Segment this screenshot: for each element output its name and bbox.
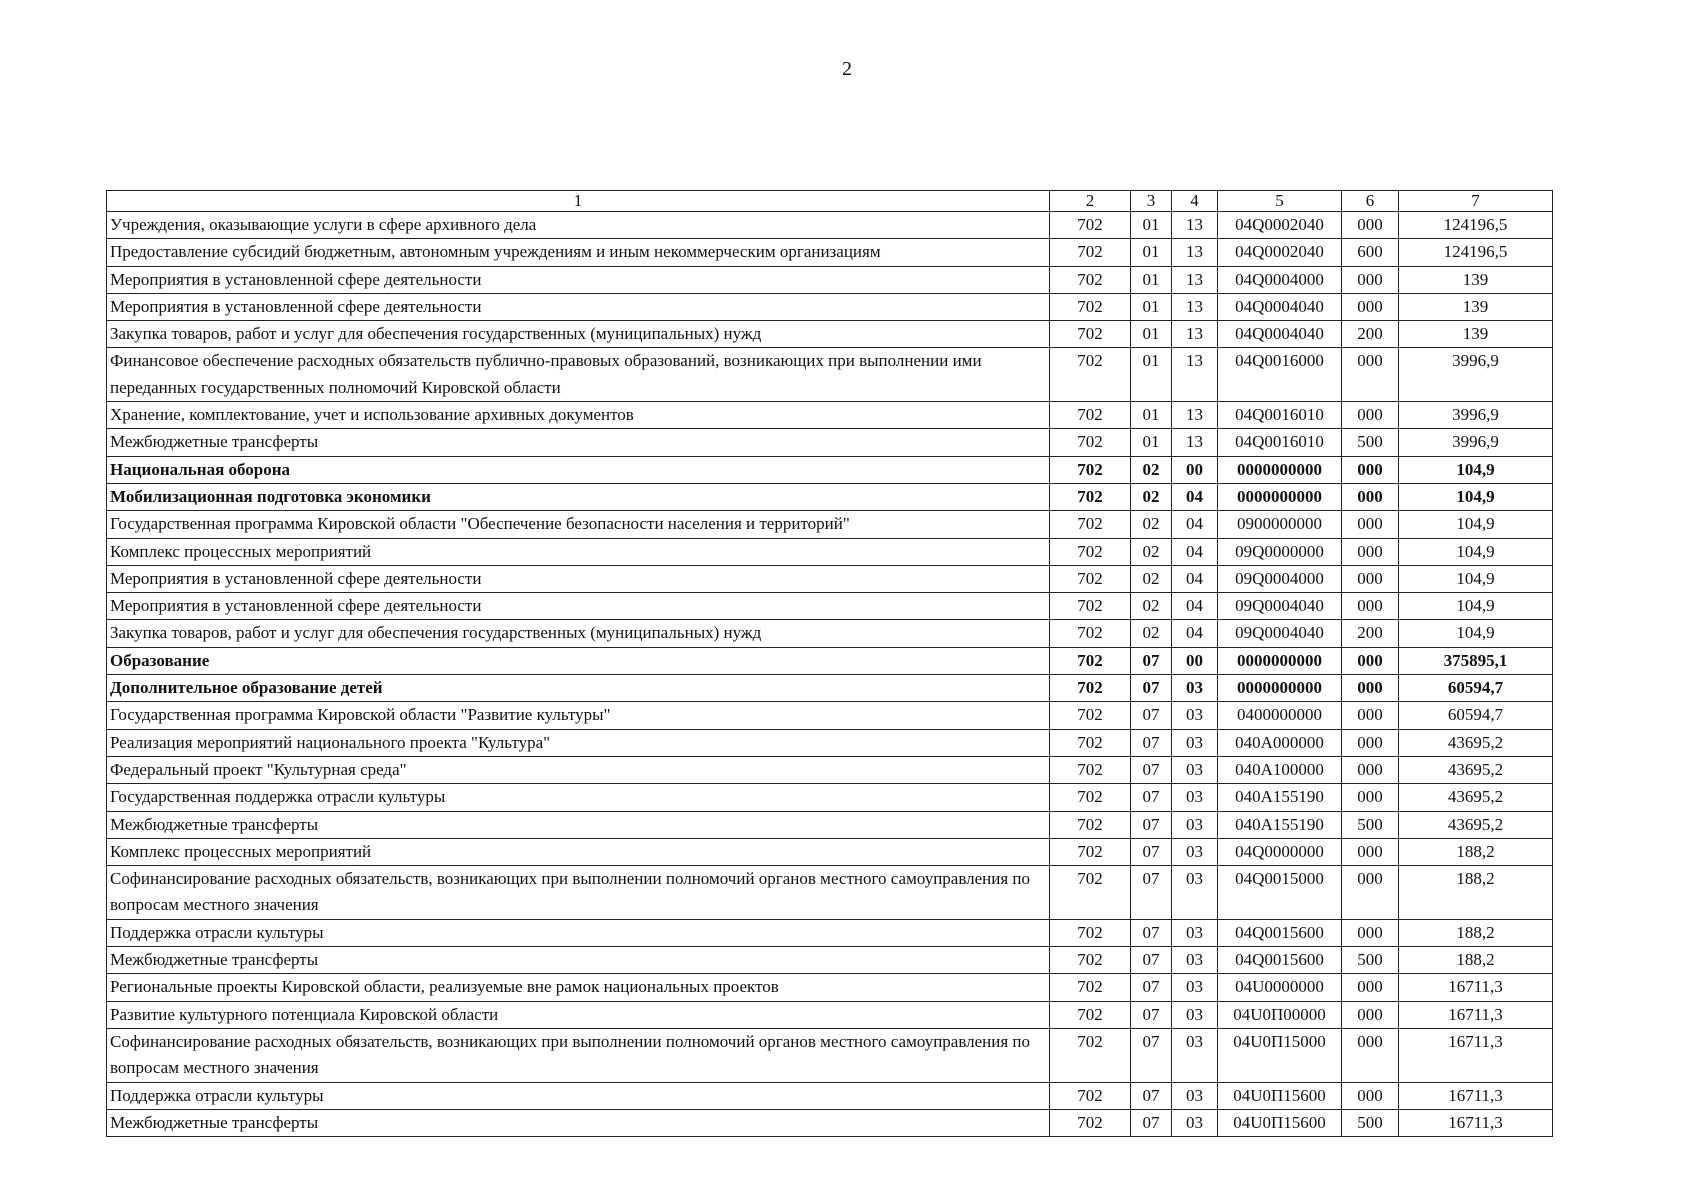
row-amount-cell: 16711,3 <box>1399 974 1553 1001</box>
row-target-article-cell: 0000000000 <box>1218 675 1342 702</box>
table-row <box>107 784 1553 811</box>
row-code-cell: 702 <box>1050 321 1131 348</box>
row-code-cell: 702 <box>1050 702 1131 729</box>
row-code-cell: 702 <box>1050 784 1131 811</box>
table-row <box>107 266 1553 293</box>
row-subsection-cell: 04 <box>1172 620 1218 647</box>
row-expense-type-cell: 000 <box>1342 538 1399 565</box>
row-name-cell: Мероприятия в установленной сфере деятельности <box>107 565 1050 592</box>
table-row <box>107 919 1553 946</box>
row-subsection-cell: 03 <box>1172 947 1218 974</box>
row-amount-cell: 3996,9 <box>1399 348 1553 402</box>
row-subsection-cell: 03 <box>1172 1082 1218 1109</box>
row-name-cell: Финансовое обеспечение расходных обязательств публично-правовых образований, возникающих при выполнении ими переданных государственных полномочий Кировской области <box>107 348 1050 402</box>
column-header: 4 <box>1172 191 1218 212</box>
row-expense-type-cell: 000 <box>1342 1001 1399 1028</box>
row-code-cell: 702 <box>1050 866 1131 920</box>
row-target-article-cell: 04Q0016000 <box>1218 348 1342 402</box>
row-code-cell: 702 <box>1050 456 1131 483</box>
row-subsection-cell: 03 <box>1172 1028 1218 1082</box>
column-header: 5 <box>1218 191 1342 212</box>
row-code-cell: 702 <box>1050 1001 1131 1028</box>
row-section-cell: 07 <box>1131 729 1172 756</box>
row-expense-type-cell: 000 <box>1342 1082 1399 1109</box>
row-code-cell: 702 <box>1050 593 1131 620</box>
row-expense-type-cell: 000 <box>1342 402 1399 429</box>
table-row <box>107 647 1553 674</box>
row-name-cell: Комплекс процессных мероприятий <box>107 538 1050 565</box>
row-expense-type-cell: 000 <box>1342 483 1399 510</box>
row-section-cell: 07 <box>1131 974 1172 1001</box>
row-section-cell: 07 <box>1131 1001 1172 1028</box>
row-subsection-cell: 03 <box>1172 811 1218 838</box>
table-body <box>107 212 1553 1137</box>
row-name-cell: Межбюджетные трансферты <box>107 947 1050 974</box>
row-expense-type-cell: 200 <box>1342 321 1399 348</box>
table-row <box>107 593 1553 620</box>
row-amount-cell: 60594,7 <box>1399 702 1553 729</box>
row-section-cell: 02 <box>1131 456 1172 483</box>
row-target-article-cell: 09Q0004040 <box>1218 593 1342 620</box>
table-row <box>107 293 1553 320</box>
row-code-cell: 702 <box>1050 838 1131 865</box>
row-name-cell: Развитие культурного потенциала Кировской области <box>107 1001 1050 1028</box>
row-target-article-cell: 04U0П15600 <box>1218 1109 1342 1136</box>
row-code-cell: 702 <box>1050 947 1131 974</box>
row-expense-type-cell: 500 <box>1342 811 1399 838</box>
row-subsection-cell: 00 <box>1172 647 1218 674</box>
row-expense-type-cell: 000 <box>1342 348 1399 402</box>
row-amount-cell: 16711,3 <box>1399 1028 1553 1082</box>
column-header: 7 <box>1399 191 1553 212</box>
row-target-article-cell: 040A000000 <box>1218 729 1342 756</box>
row-name-cell: Региональные проекты Кировской области, реализуемые вне рамок национальных проектов <box>107 974 1050 1001</box>
row-expense-type-cell: 000 <box>1342 266 1399 293</box>
row-expense-type-cell: 000 <box>1342 212 1399 239</box>
row-section-cell: 07 <box>1131 947 1172 974</box>
row-name-cell: Государственная программа Кировской области "Обеспечение безопасности населения и территорий" <box>107 511 1050 538</box>
row-target-article-cell: 040A100000 <box>1218 756 1342 783</box>
row-target-article-cell: 09Q0004040 <box>1218 620 1342 647</box>
row-subsection-cell: 13 <box>1172 266 1218 293</box>
row-expense-type-cell: 600 <box>1342 239 1399 266</box>
row-code-cell: 702 <box>1050 483 1131 510</box>
row-amount-cell: 43695,2 <box>1399 756 1553 783</box>
row-target-article-cell: 04U0000000 <box>1218 974 1342 1001</box>
row-name-cell: Дополнительное образование детей <box>107 675 1050 702</box>
row-target-article-cell: 04U0П00000 <box>1218 1001 1342 1028</box>
row-section-cell: 01 <box>1131 402 1172 429</box>
row-amount-cell: 104,9 <box>1399 593 1553 620</box>
row-expense-type-cell: 000 <box>1342 593 1399 620</box>
row-section-cell: 07 <box>1131 756 1172 783</box>
row-name-cell: Образование <box>107 647 1050 674</box>
row-section-cell: 01 <box>1131 321 1172 348</box>
row-amount-cell: 104,9 <box>1399 620 1553 647</box>
row-expense-type-cell: 000 <box>1342 756 1399 783</box>
row-section-cell: 02 <box>1131 511 1172 538</box>
row-section-cell: 01 <box>1131 212 1172 239</box>
row-target-article-cell: 04Q0004040 <box>1218 321 1342 348</box>
row-amount-cell: 139 <box>1399 266 1553 293</box>
row-expense-type-cell: 000 <box>1342 784 1399 811</box>
row-code-cell: 702 <box>1050 511 1131 538</box>
row-name-cell: Межбюджетные трансферты <box>107 429 1050 456</box>
row-name-cell: Федеральный проект "Культурная среда" <box>107 756 1050 783</box>
row-expense-type-cell: 000 <box>1342 866 1399 920</box>
row-target-article-cell: 0000000000 <box>1218 647 1342 674</box>
row-expense-type-cell: 500 <box>1342 429 1399 456</box>
table-row <box>107 1028 1553 1082</box>
row-amount-cell: 375895,1 <box>1399 647 1553 674</box>
row-amount-cell: 124196,5 <box>1399 239 1553 266</box>
row-subsection-cell: 13 <box>1172 212 1218 239</box>
row-subsection-cell: 13 <box>1172 293 1218 320</box>
row-target-article-cell: 04Q0015600 <box>1218 919 1342 946</box>
row-section-cell: 07 <box>1131 1028 1172 1082</box>
table-row <box>107 456 1553 483</box>
row-amount-cell: 188,2 <box>1399 866 1553 920</box>
row-expense-type-cell: 000 <box>1342 675 1399 702</box>
row-subsection-cell: 00 <box>1172 456 1218 483</box>
row-amount-cell: 60594,7 <box>1399 675 1553 702</box>
row-subsection-cell: 04 <box>1172 483 1218 510</box>
row-target-article-cell: 09Q0000000 <box>1218 538 1342 565</box>
column-header: 2 <box>1050 191 1131 212</box>
row-subsection-cell: 03 <box>1172 729 1218 756</box>
row-subsection-cell: 04 <box>1172 511 1218 538</box>
table-row <box>107 974 1553 1001</box>
column-header: 6 <box>1342 191 1399 212</box>
row-amount-cell: 43695,2 <box>1399 811 1553 838</box>
row-code-cell: 702 <box>1050 1028 1131 1082</box>
row-code-cell: 702 <box>1050 647 1131 674</box>
row-code-cell: 702 <box>1050 919 1131 946</box>
table-row <box>107 402 1553 429</box>
row-subsection-cell: 13 <box>1172 348 1218 402</box>
row-section-cell: 01 <box>1131 239 1172 266</box>
row-section-cell: 01 <box>1131 348 1172 402</box>
row-section-cell: 01 <box>1131 429 1172 456</box>
row-name-cell: Софинансирование расходных обязательств, возникающих при выполнении полномочий органов местного самоуправления по вопросам местного значения <box>107 1028 1050 1082</box>
row-code-cell: 702 <box>1050 756 1131 783</box>
row-section-cell: 02 <box>1131 620 1172 647</box>
row-code-cell: 702 <box>1050 402 1131 429</box>
row-target-article-cell: 04Q0002040 <box>1218 212 1342 239</box>
row-name-cell: Поддержка отрасли культуры <box>107 919 1050 946</box>
table-row <box>107 511 1553 538</box>
table-row <box>107 620 1553 647</box>
row-expense-type-cell: 000 <box>1342 919 1399 946</box>
row-target-article-cell: 04U0П15000 <box>1218 1028 1342 1082</box>
row-subsection-cell: 03 <box>1172 866 1218 920</box>
row-subsection-cell: 03 <box>1172 756 1218 783</box>
row-code-cell: 702 <box>1050 1082 1131 1109</box>
row-section-cell: 07 <box>1131 1082 1172 1109</box>
row-subsection-cell: 03 <box>1172 784 1218 811</box>
row-code-cell: 702 <box>1050 538 1131 565</box>
row-amount-cell: 43695,2 <box>1399 729 1553 756</box>
table-row <box>107 348 1553 402</box>
row-target-article-cell: 040A155190 <box>1218 784 1342 811</box>
row-name-cell: Поддержка отрасли культуры <box>107 1082 1050 1109</box>
row-amount-cell: 104,9 <box>1399 511 1553 538</box>
table-row <box>107 702 1553 729</box>
row-amount-cell: 16711,3 <box>1399 1109 1553 1136</box>
row-section-cell: 07 <box>1131 647 1172 674</box>
table-row <box>107 729 1553 756</box>
row-subsection-cell: 04 <box>1172 565 1218 592</box>
row-code-cell: 702 <box>1050 675 1131 702</box>
row-code-cell: 702 <box>1050 293 1131 320</box>
row-target-article-cell: 0900000000 <box>1218 511 1342 538</box>
row-section-cell: 07 <box>1131 919 1172 946</box>
row-name-cell: Реализация мероприятий национального проекта "Культура" <box>107 729 1050 756</box>
row-code-cell: 702 <box>1050 811 1131 838</box>
row-target-article-cell: 0400000000 <box>1218 702 1342 729</box>
row-target-article-cell: 09Q0004000 <box>1218 565 1342 592</box>
row-section-cell: 01 <box>1131 293 1172 320</box>
row-code-cell: 702 <box>1050 729 1131 756</box>
row-target-article-cell: 04Q0000000 <box>1218 838 1342 865</box>
row-expense-type-cell: 000 <box>1342 974 1399 1001</box>
row-code-cell: 702 <box>1050 429 1131 456</box>
row-expense-type-cell: 000 <box>1342 838 1399 865</box>
row-name-cell: Комплекс процессных мероприятий <box>107 838 1050 865</box>
table-row <box>107 1109 1553 1136</box>
row-code-cell: 702 <box>1050 1109 1131 1136</box>
row-amount-cell: 3996,9 <box>1399 429 1553 456</box>
row-name-cell: Межбюджетные трансферты <box>107 811 1050 838</box>
page-number: 2 <box>842 58 852 80</box>
table-header-row <box>107 191 1553 212</box>
table-row <box>107 838 1553 865</box>
row-amount-cell: 139 <box>1399 293 1553 320</box>
row-section-cell: 02 <box>1131 483 1172 510</box>
row-subsection-cell: 13 <box>1172 402 1218 429</box>
row-name-cell: Межбюджетные трансферты <box>107 1109 1050 1136</box>
row-expense-type-cell: 000 <box>1342 647 1399 674</box>
row-section-cell: 07 <box>1131 1109 1172 1136</box>
column-header: 3 <box>1131 191 1172 212</box>
row-amount-cell: 124196,5 <box>1399 212 1553 239</box>
row-code-cell: 702 <box>1050 266 1131 293</box>
row-amount-cell: 104,9 <box>1399 483 1553 510</box>
row-name-cell: Закупка товаров, работ и услуг для обеспечения государственных (муниципальных) нужд <box>107 620 1050 647</box>
row-code-cell: 702 <box>1050 565 1131 592</box>
row-section-cell: 02 <box>1131 565 1172 592</box>
row-subsection-cell: 13 <box>1172 321 1218 348</box>
column-header: 1 <box>107 191 1050 212</box>
row-target-article-cell: 04Q0016010 <box>1218 429 1342 456</box>
row-name-cell: Мероприятия в установленной сфере деятельности <box>107 266 1050 293</box>
row-subsection-cell: 03 <box>1172 1001 1218 1028</box>
row-section-cell: 02 <box>1131 593 1172 620</box>
table-row <box>107 675 1553 702</box>
table-row <box>107 429 1553 456</box>
row-code-cell: 702 <box>1050 974 1131 1001</box>
table-row <box>107 538 1553 565</box>
row-code-cell: 702 <box>1050 239 1131 266</box>
row-subsection-cell: 13 <box>1172 429 1218 456</box>
row-code-cell: 702 <box>1050 620 1131 647</box>
row-section-cell: 07 <box>1131 702 1172 729</box>
row-name-cell: Предоставление субсидий бюджетным, автономным учреждениям и иным некоммерческим организациям <box>107 239 1050 266</box>
table-row <box>107 756 1553 783</box>
row-code-cell: 702 <box>1050 212 1131 239</box>
row-subsection-cell: 13 <box>1172 239 1218 266</box>
table-row <box>107 947 1553 974</box>
row-target-article-cell: 0000000000 <box>1218 483 1342 510</box>
row-expense-type-cell: 000 <box>1342 565 1399 592</box>
row-subsection-cell: 03 <box>1172 838 1218 865</box>
row-name-cell: Государственная поддержка отрасли культуры <box>107 784 1050 811</box>
row-target-article-cell: 04Q0004040 <box>1218 293 1342 320</box>
row-name-cell: Мобилизационная подготовка экономики <box>107 483 1050 510</box>
row-name-cell: Мероприятия в установленной сфере деятельности <box>107 593 1050 620</box>
table-row <box>107 239 1553 266</box>
row-amount-cell: 16711,3 <box>1399 1001 1553 1028</box>
row-target-article-cell: 0000000000 <box>1218 456 1342 483</box>
budget-table <box>106 190 1553 1137</box>
table-row <box>107 1082 1553 1109</box>
row-name-cell: Учреждения, оказывающие услуги в сфере архивного дела <box>107 212 1050 239</box>
row-expense-type-cell: 000 <box>1342 1028 1399 1082</box>
row-amount-cell: 43695,2 <box>1399 784 1553 811</box>
row-subsection-cell: 04 <box>1172 593 1218 620</box>
row-code-cell: 702 <box>1050 348 1131 402</box>
row-name-cell: Хранение, комплектование, учет и использование архивных документов <box>107 402 1050 429</box>
row-expense-type-cell: 000 <box>1342 293 1399 320</box>
row-target-article-cell: 040A155190 <box>1218 811 1342 838</box>
row-subsection-cell: 04 <box>1172 538 1218 565</box>
row-subsection-cell: 03 <box>1172 919 1218 946</box>
table-row <box>107 565 1553 592</box>
row-amount-cell: 139 <box>1399 321 1553 348</box>
row-section-cell: 02 <box>1131 538 1172 565</box>
table-row <box>107 212 1553 239</box>
row-section-cell: 07 <box>1131 838 1172 865</box>
row-expense-type-cell: 000 <box>1342 456 1399 483</box>
row-name-cell: Государственная программа Кировской области "Развитие культуры" <box>107 702 1050 729</box>
table-row <box>107 811 1553 838</box>
table-row <box>107 483 1553 510</box>
row-amount-cell: 188,2 <box>1399 947 1553 974</box>
row-name-cell: Софинансирование расходных обязательств, возникающих при выполнении полномочий органов местного самоуправления по вопросам местного значения <box>107 866 1050 920</box>
row-name-cell: Мероприятия в установленной сфере деятельности <box>107 293 1050 320</box>
row-amount-cell: 3996,9 <box>1399 402 1553 429</box>
row-amount-cell: 104,9 <box>1399 538 1553 565</box>
row-section-cell: 07 <box>1131 866 1172 920</box>
row-expense-type-cell: 200 <box>1342 620 1399 647</box>
row-expense-type-cell: 500 <box>1342 1109 1399 1136</box>
row-section-cell: 07 <box>1131 675 1172 702</box>
row-expense-type-cell: 000 <box>1342 702 1399 729</box>
row-section-cell: 01 <box>1131 266 1172 293</box>
table-row <box>107 1001 1553 1028</box>
row-section-cell: 07 <box>1131 811 1172 838</box>
row-section-cell: 07 <box>1131 784 1172 811</box>
row-target-article-cell: 04Q0004000 <box>1218 266 1342 293</box>
row-subsection-cell: 03 <box>1172 675 1218 702</box>
row-subsection-cell: 03 <box>1172 1109 1218 1136</box>
row-amount-cell: 16711,3 <box>1399 1082 1553 1109</box>
row-subsection-cell: 03 <box>1172 974 1218 1001</box>
row-amount-cell: 104,9 <box>1399 565 1553 592</box>
row-amount-cell: 104,9 <box>1399 456 1553 483</box>
row-expense-type-cell: 500 <box>1342 947 1399 974</box>
row-expense-type-cell: 000 <box>1342 511 1399 538</box>
table-row <box>107 321 1553 348</box>
row-target-article-cell: 04Q0015600 <box>1218 947 1342 974</box>
row-target-article-cell: 04Q0015000 <box>1218 866 1342 920</box>
row-amount-cell: 188,2 <box>1399 919 1553 946</box>
row-target-article-cell: 04Q0016010 <box>1218 402 1342 429</box>
row-expense-type-cell: 000 <box>1342 729 1399 756</box>
row-target-article-cell: 04U0П15600 <box>1218 1082 1342 1109</box>
table-row <box>107 866 1553 920</box>
row-amount-cell: 188,2 <box>1399 838 1553 865</box>
row-target-article-cell: 04Q0002040 <box>1218 239 1342 266</box>
row-subsection-cell: 03 <box>1172 702 1218 729</box>
row-name-cell: Закупка товаров, работ и услуг для обеспечения государственных (муниципальных) нужд <box>107 321 1050 348</box>
row-name-cell: Национальная оборона <box>107 456 1050 483</box>
